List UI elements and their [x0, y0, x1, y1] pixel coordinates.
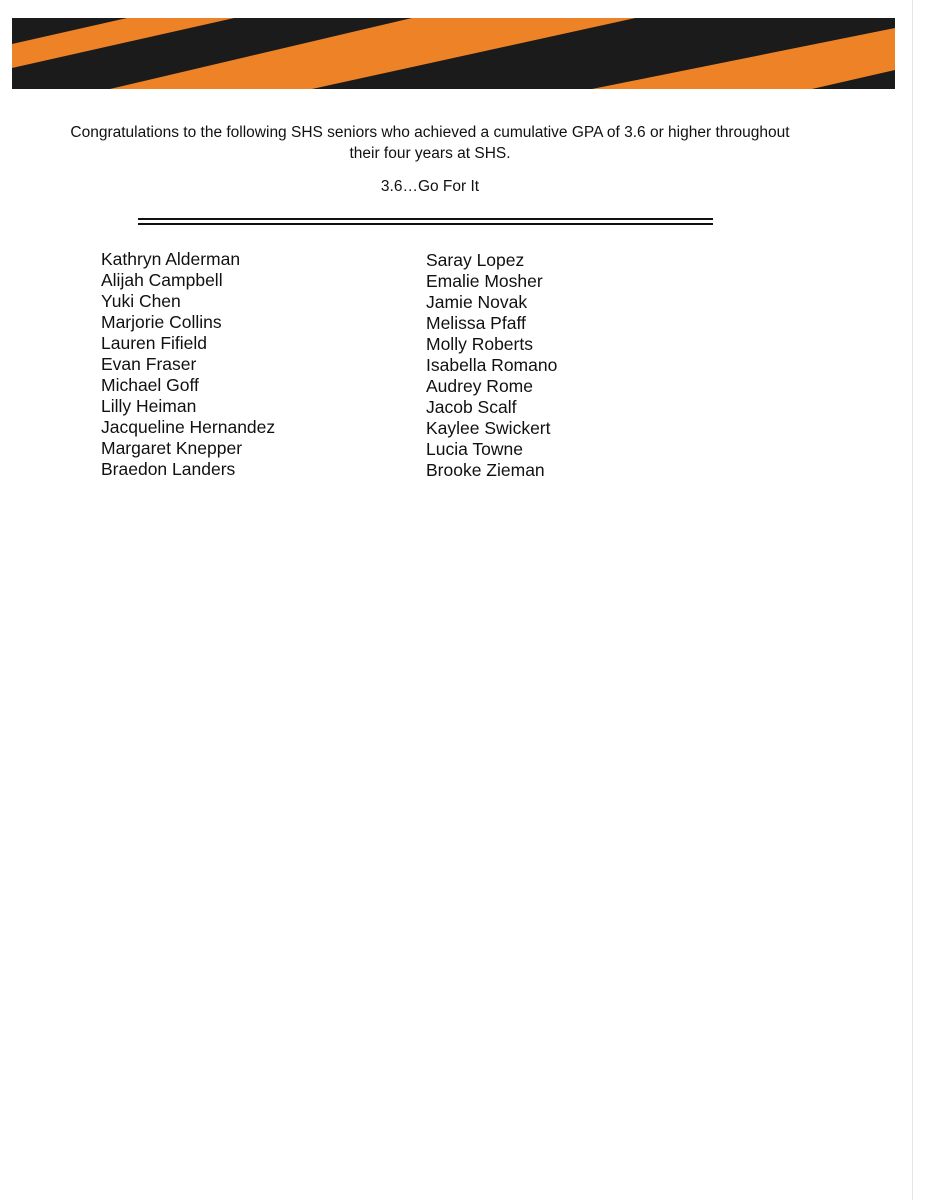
student-name: Audrey Rome — [426, 376, 533, 396]
intro-line-2: their four years at SHS. — [349, 145, 511, 162]
student-name: Kathryn Alderman — [101, 249, 241, 269]
intro-text — [20, 122, 840, 164]
student-name: Michael Goff — [101, 375, 199, 395]
student-name: Emalie Mosher — [426, 271, 543, 291]
double-rule-divider — [138, 218, 713, 226]
student-name: Braedon Landers — [101, 459, 236, 479]
student-name: Brooke Zieman — [426, 460, 545, 480]
subtitle: 3.6…Go For It — [380, 178, 480, 195]
page-edge — [912, 0, 913, 1200]
striped-banner — [12, 18, 895, 89]
divider-line-bottom — [138, 223, 713, 225]
student-name: Alijah Campbell — [101, 270, 223, 290]
names-list-left — [101, 249, 275, 480]
names-list-right — [426, 250, 557, 481]
student-name: Kaylee Swickert — [426, 418, 551, 438]
student-name: Jacqueline Hernandez — [101, 417, 276, 437]
student-name: Evan Fraser — [101, 354, 197, 374]
student-name: Margaret Knepper — [101, 438, 243, 458]
student-name: Isabella Romano — [426, 355, 558, 375]
student-name: Jacob Scalf — [426, 397, 517, 417]
student-name: Saray Lopez — [426, 250, 525, 270]
student-name: Molly Roberts — [426, 334, 533, 354]
student-name: Melissa Pfaff — [426, 313, 526, 333]
student-name: Lucia Towne — [426, 439, 523, 459]
student-name: Yuki Chen — [101, 291, 181, 311]
divider-line-top — [138, 218, 713, 220]
student-name: Marjorie Collins — [101, 312, 222, 332]
student-name: Jamie Novak — [426, 292, 528, 312]
intro-line-1: Congratulations to the following SHS seniors who achieved a cumulative GPA of 3.6 or higher throughout — [70, 124, 790, 141]
student-name: Lauren Fifield — [101, 333, 208, 353]
student-name: Lilly Heiman — [101, 396, 197, 416]
